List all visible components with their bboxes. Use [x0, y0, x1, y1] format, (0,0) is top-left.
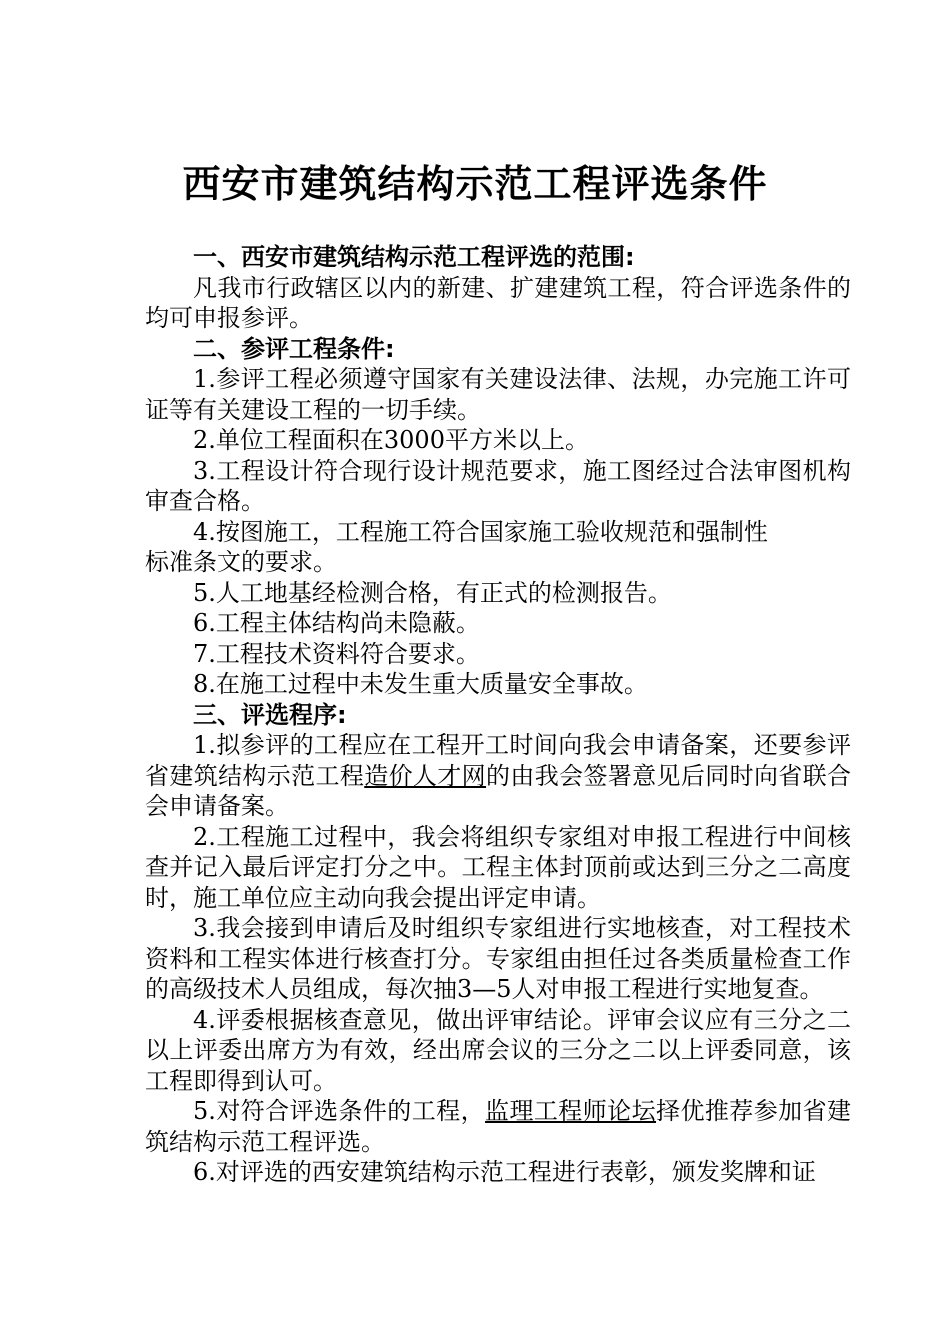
section-1-heading: 一、西安市建筑结构示范工程评选的范围: — [193, 243, 635, 271]
procedure-item-1-text-end: 的由我会签署意见后同时向省联合会申请备案。 — [145, 761, 852, 820]
condition-item: 1.参评工程必须遵守国家有关建设法律、法规，办完施工许可证等有关建设工程的一切手续。 — [145, 365, 851, 424]
procedure-item-1-text: 1.拟参评的工程应在工程开工时间向我会申请备案，还要参评省建筑结构示范工程 — [145, 731, 851, 790]
procedure-item-4: 4.评委根据核查意见，做出评审结论。评审会议应有三分之二以上评委出席方为有效，经出席会议的三分之二以上评委同意，该工程即得到认可。 — [145, 1005, 851, 1095]
condition-item: 4.按图施工，工程施工符合国家施工验收规范和强制性 — [193, 517, 768, 546]
document-title: 西安市建筑结构示范工程评选条件 — [182, 162, 768, 206]
condition-item: 6.工程主体结构尚未隐蔽。 — [193, 609, 480, 637]
supervisor-forum-link[interactable]: 监理工程师论坛 — [485, 1097, 657, 1125]
condition-item: 8.在施工过程中未发生重大质量安全事故。 — [193, 670, 648, 698]
procedure-item-3: 3.我会接到申请后及时组织专家组进行实地核查，对工程技术资料和工程实体进行核查打分。专家组由担任过各类质量检查工作的高级技术人员组成，每次抽3—5人对申报工程进行实地复查。 — [145, 914, 851, 1003]
section-1-text: 凡我市行政辖区以内的新建、扩建建筑工程，符合评选条件的均可申报参评。 — [145, 273, 851, 332]
condition-item: 2.单位工程面积在3000平方米以上。 — [193, 426, 589, 454]
condition-item-continuation: 标准条文的要求。 — [145, 548, 337, 576]
cost-talent-link[interactable]: 造价人才网 — [364, 761, 487, 790]
procedure-item-5-text-end: 择优推荐参加省建筑结构示范工程评选。 — [145, 1097, 852, 1156]
condition-item: 5.人工地基经检测合格，有正式的检测报告。 — [193, 578, 672, 607]
procedure-item-5-text: 5.对符合评选条件的工程， — [193, 1097, 486, 1125]
procedure-item-2: 2.工程施工过程中，我会将组织专家组对申报工程进行中间核查并记入最后评定打分之中。工程主体封顶前或达到三分之二高度时，施工单位应主动向我会提出评定申请。 — [145, 822, 851, 912]
procedure-item-5 — [145, 1096, 851, 1157]
section-2-heading: 二、参评工程条件: — [193, 334, 395, 363]
condition-item: 7.工程技术资料符合要求。 — [193, 639, 480, 668]
procedure-item-1 — [145, 730, 851, 822]
condition-item: 3.工程设计符合现行设计规范要求，施工图经过合法审图机构审查合格。 — [145, 456, 851, 515]
procedure-item-6: 6.对评选的西安建筑结构示范工程进行表彰，颁发奖牌和证 — [193, 1158, 816, 1186]
document-body — [145, 242, 851, 1188]
section-3-heading: 三、评选程序: — [193, 700, 347, 729]
